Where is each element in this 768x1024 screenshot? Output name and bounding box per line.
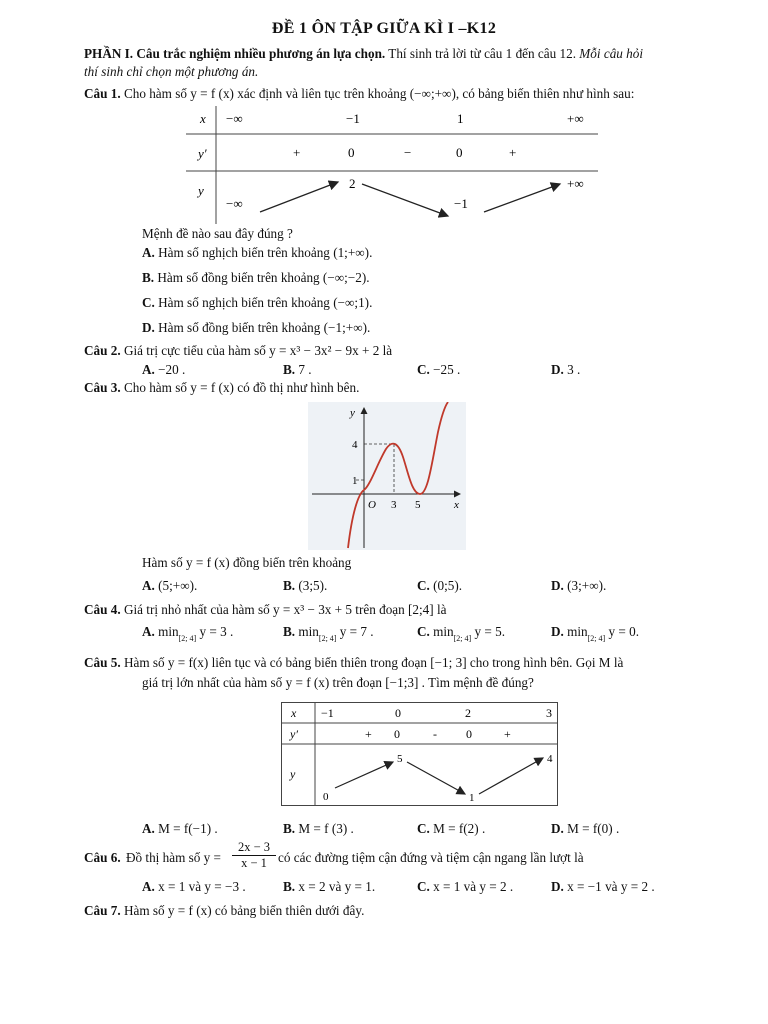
table-y-value: 2 [349,176,356,191]
y-tick-label: 1 [352,475,358,487]
answer-option[interactable]: C. −25 . [417,362,461,377]
increase-arrow [479,758,543,794]
answer-option[interactable]: A. (5;+∞). [142,578,198,593]
table-sign: - [433,727,437,741]
table-sign: + [504,727,511,741]
part-instructions-italic: Mỗi câu hỏi [576,46,644,61]
part-instructions-line2: thí sinh chỉ chọn một phương án. [84,64,259,79]
table-sign: 0 [394,727,400,741]
increase-arrow [335,762,393,788]
x-tick-label: 3 [391,499,397,511]
page-title: ĐỀ 1 ÔN TẬP GIỮA KÌ I –K12 [271,20,497,37]
table-y-value: 5 [397,753,403,765]
answer-option[interactable]: A. M = f(−1) . [142,821,218,836]
answer-option[interactable]: A. $\min_{[2; 4]} y = 3$ . [142,624,234,643]
question-text: Cho hàm số y = f (x) xác định và liên tục trên khoảng (−∞;+∞), có bảng biến thiên như hình sau: [120,86,635,101]
table-sign: 0 [466,727,472,741]
answer-option[interactable]: C. Hàm số nghịch biến trên khoảng (−∞;1). [142,295,373,310]
table-y-value: +∞ [567,176,584,191]
origin-label: O [368,499,376,511]
answer-option[interactable]: C. M = f(2) . [417,821,486,836]
question-7: Câu 7. Hàm số y = f (x) có bảng biến thiên dưới đây. [84,903,365,918]
question-5: Câu 5. Hàm số y = f(x) liên tục và có bảng biến thiên trong đoạn [−1; 3] cho trong hình bên. Gọi M là [84,655,624,670]
answer-option[interactable]: B. x = 2 và y = 1. [283,879,376,894]
table-sign: 0 [456,145,463,160]
answer-option[interactable]: A. x = 1 và y = −3 . [142,879,246,894]
answer-option[interactable]: B. M = f (3) . [283,821,354,836]
table-y-label: y [198,183,204,198]
answer-option[interactable]: B. (3;5). [283,578,328,593]
answer-option[interactable]: D. (3;+∞). [551,578,607,593]
question-text-line2: giá trị lớn nhất của hàm số y = f (x) trên đoạn [−1;3] . Tìm mệnh đề đúng? [142,675,534,690]
decrease-arrow [362,184,448,216]
answer-option[interactable]: C. x = 1 và y = 2 . [417,879,514,894]
table-x-label: x [200,111,206,126]
table-y-value: 1 [469,792,475,804]
table-x-value: 3 [546,706,552,720]
question-3: Câu 3. Cho hàm số y = f (x) có đồ thị như hình bên. [84,380,360,395]
table-x-value: 1 [457,111,464,126]
answer-option[interactable]: C. $\min_{[2; 4]} y = 5$. [417,624,506,643]
table-y-label: y [290,767,296,781]
variation-table-2 [281,702,558,806]
y-axis-label: y [350,407,355,419]
table-yprime-label: y′ [198,146,207,161]
question-prompt: Hàm số y = f (x) đồng biến trên khoảng [142,555,352,570]
question-2: Câu 2. Giá trị cực tiểu của hàm số y = x³ − 3x² − 9x + 2 là [84,343,393,358]
answer-option[interactable]: B. 7 . [283,362,312,377]
table-sign: + [293,145,301,160]
fraction: 2x − 3 x − 1 [232,840,276,871]
answer-option[interactable]: D. 3 . [551,362,581,377]
answer-option[interactable]: D. x = −1 và y = 2 . [551,879,655,894]
decrease-arrow [407,762,465,794]
answer-option[interactable]: A. Hàm số nghịch biến trên khoảng (1;+∞). [142,245,373,260]
table-y-value: −1 [454,196,468,211]
part-heading: PHẦN I. Câu trắc nghiệm nhiều phương án lựa chọn. [84,46,386,61]
table-sign: + [509,145,517,160]
answer-option[interactable]: D. $\min_{[2; 4]} y = 0$. [551,624,640,643]
answer-option[interactable]: C. (0;5). [417,578,463,593]
table-x-value: +∞ [567,111,584,126]
part-instructions: Thí sinh trả lời từ câu 1 đến câu 12. [385,46,576,61]
answer-option[interactable]: B. $\min_{[2; 4]} y = 7$ . [283,624,374,643]
table-x-value: −1 [346,111,360,126]
y-tick-label: 4 [352,439,358,451]
table-x-value: −1 [321,706,334,720]
increase-arrow [484,184,560,212]
answer-option[interactable]: D. M = f(0) . [551,821,620,836]
question-4: Câu 4. Giá trị nhỏ nhất của hàm số y = x³ − 3x + 5 trên đoạn [2;4] là [84,602,447,617]
answer-option[interactable]: A. −20 . [142,362,186,377]
question-label: Câu 1. [84,86,121,101]
table-x-value: 2 [465,706,471,720]
table-y-value: −∞ [226,196,243,211]
table-x-value: −∞ [226,111,243,126]
x-tick-label: 5 [415,499,421,511]
table-sign: 0 [348,145,355,160]
table-sign: − [404,145,412,160]
question-1 [84,86,634,102]
table-y-value: 0 [323,791,329,803]
x-axis-label: x [454,499,459,511]
answer-option[interactable]: B. Hàm số đồng biến trên khoảng (−∞;−2). [142,270,370,285]
part-heading-line [84,46,643,62]
variation-table-1 [186,104,598,224]
question-prompt: Mệnh đề nào sau đây đúng ? [142,226,293,241]
table-yprime-label: y′ [290,727,298,741]
table-x-label: x [291,706,297,720]
table-y-value: 4 [547,753,553,765]
function-graph [308,402,466,550]
table-x-value: 0 [395,706,401,720]
increase-arrow [260,182,338,212]
table-sign: + [365,727,372,741]
answer-option[interactable]: D. Hàm số đồng biến trên khoảng (−1;+∞). [142,320,371,335]
